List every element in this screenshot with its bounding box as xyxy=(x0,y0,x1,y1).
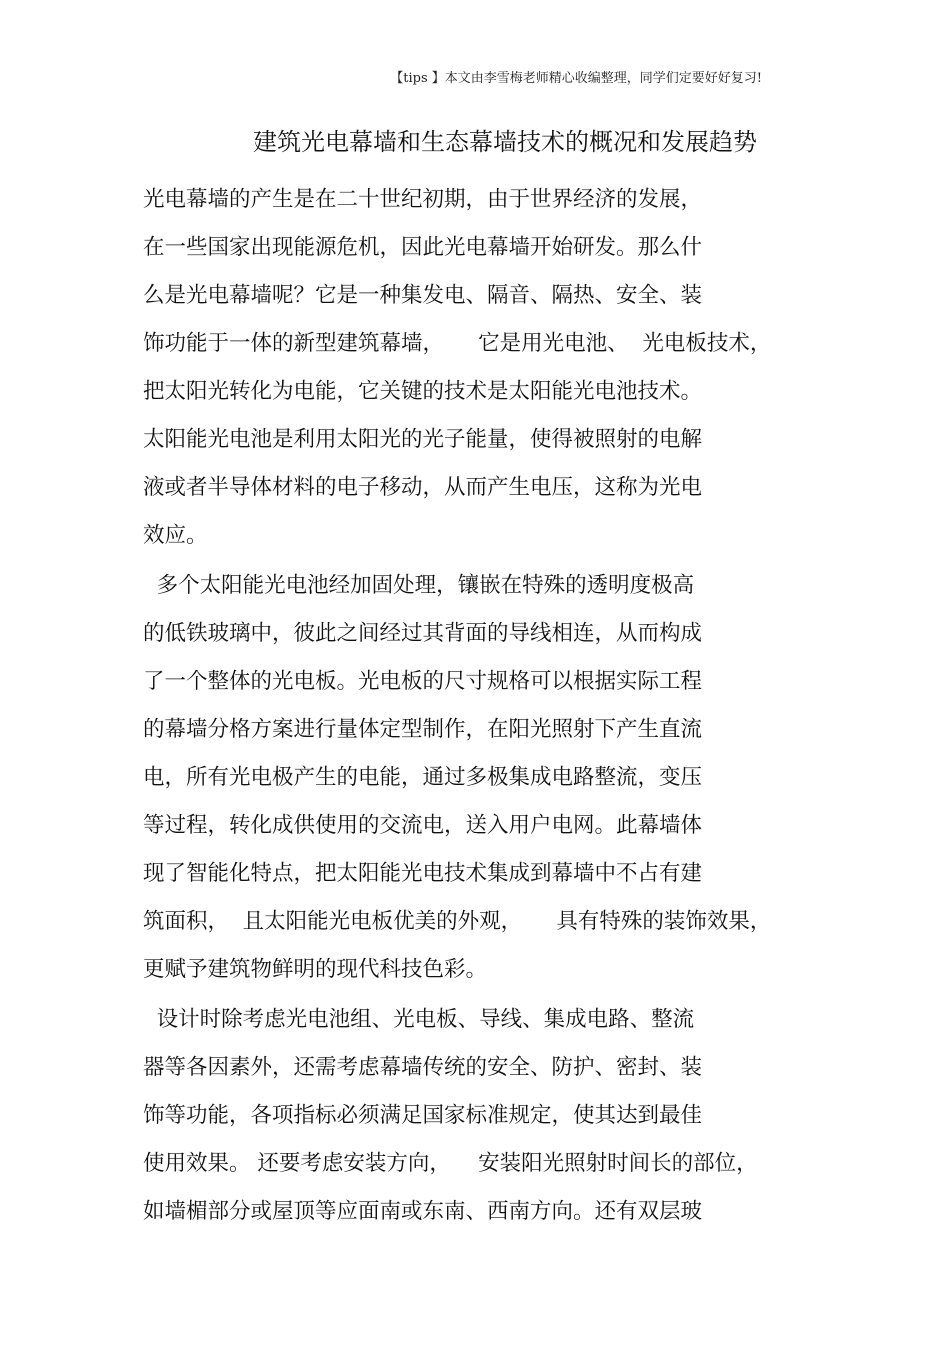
document-title-text: 建筑光电幕墙和生态幕墙技术的概况和发展趋势 xyxy=(253,128,757,156)
paragraph-line: 更赋予建筑物鲜明的现代科技色彩。 xyxy=(143,957,488,982)
paragraph xyxy=(143,176,823,560)
paragraph-line: 多个太阳能光电池经加固处理，镶嵌在特殊的透明度极高 xyxy=(143,573,695,598)
paragraph xyxy=(143,996,823,1236)
paragraph-line: 效应。 xyxy=(143,523,208,548)
paragraph-line: 如墙楣部分或屋顶等应面南或东南、西南方向。还有双层玻 xyxy=(143,1199,703,1224)
paragraph-line: 器等各因素外，还需考虑幕墙传统的安全、防护、密封、装 xyxy=(143,1055,703,1080)
paragraph-line: 筑面积， 且太阳能光电板优美的外观， 具有特殊的装饰效果， xyxy=(143,909,772,934)
document-body xyxy=(143,176,823,1236)
paragraph-line: 现了智能化特点，把太阳能光电技术集成到幕墙中不占有建 xyxy=(143,861,703,886)
paragraph-line: 了一个整体的光电板。光电板的尺寸规格可以根据实际工程 xyxy=(143,669,703,694)
paragraph-line: 在一些国家出现能源危机，因此光电幕墙开始研发。那么什 xyxy=(143,235,703,260)
paragraph-line: 饰等功能，各项指标必须满足国家标准规定，使其达到最佳 xyxy=(143,1103,703,1128)
paragraph xyxy=(143,562,823,994)
paragraph-line: 电，所有光电极产生的电能，通过多极集成电路整流，变压 xyxy=(143,765,703,790)
paragraph-line: 饰功能于一体的新型建筑幕墙， 它是用光电池、 光电板技术， xyxy=(143,331,772,356)
paragraph-line: 的幕墙分格方案进行量体定型制作，在阳光照射下产生直流 xyxy=(143,717,703,742)
paragraph-line: 设计时除考虑光电池组、光电板、导线、集成电路、整流 xyxy=(143,1007,695,1032)
paragraph-line: 把太阳光转化为电能，它关键的技术是太阳能光电池技术。 xyxy=(143,379,703,404)
paragraph-line: 太阳能光电池是利用太阳光的光子能量，使得被照射的电解 xyxy=(143,427,703,452)
paragraph-line: 么是光电幕墙呢？它是一种集发电、隔音、隔热、安全、装 xyxy=(143,283,703,308)
paragraph-line: 等过程，转化成供使用的交流电，送入用户电网。此幕墙体 xyxy=(143,813,703,838)
paragraph-line: 液或者半导体材料的电子移动，从而产生电压，这称为光电 xyxy=(143,475,703,500)
document-title xyxy=(0,122,950,162)
paragraph-line: 的低铁玻璃中，彼此之间经过其背面的导线相连，从而构成 xyxy=(143,621,703,646)
paragraph-line: 使用效果。 还要考虑安装方向， 安装阳光照射时间长的部位， xyxy=(143,1151,758,1176)
paragraph-line: 光电幕墙的产生是在二十世纪初期，由于世界经济的发展， xyxy=(143,187,703,212)
header-tips-note: 【tips 】本文由李雪梅老师精心收编整理，同学们定要好好复习! xyxy=(390,71,762,86)
